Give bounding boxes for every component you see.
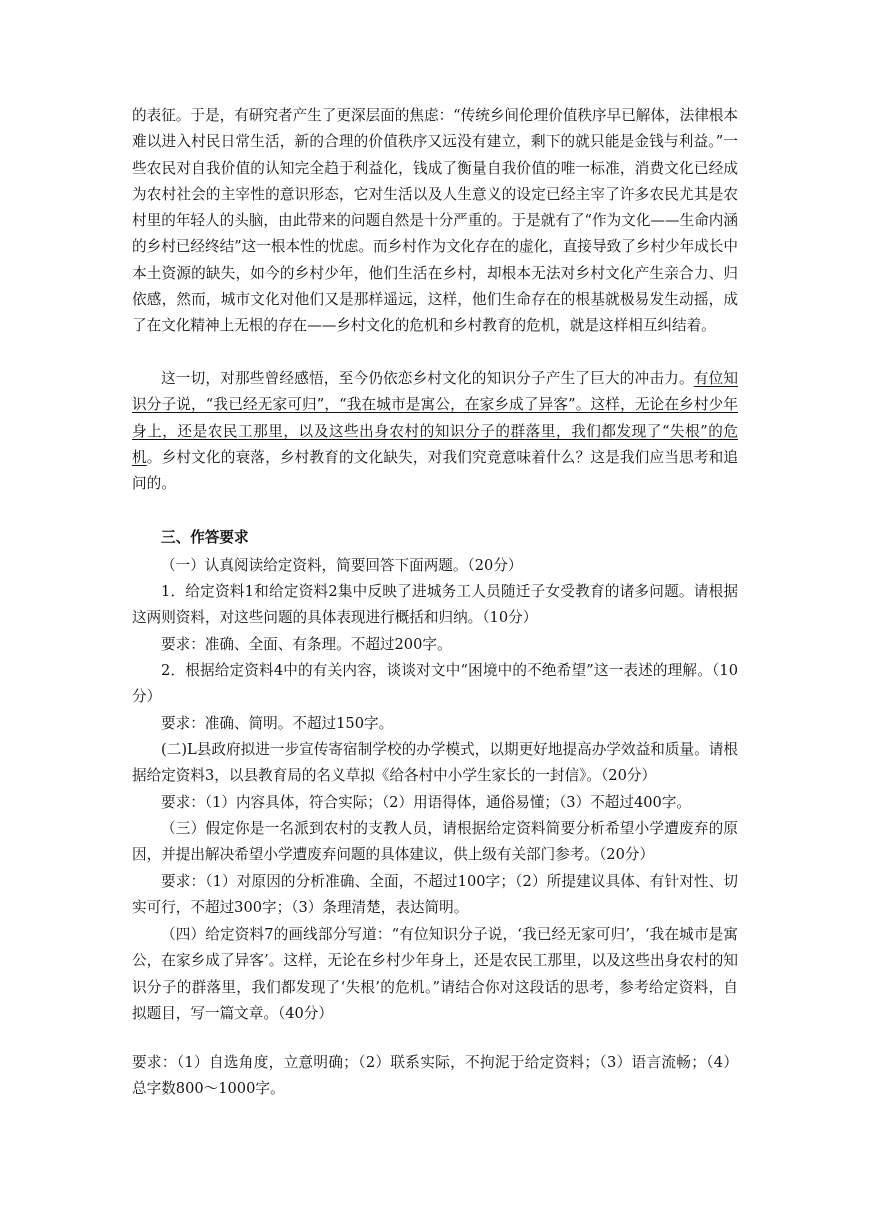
question-1-requirement: 要求：准确、全面、有条理。不超过200字。 <box>161 636 452 653</box>
part2-requirement: 要求：（1）内容具体，符合实际；（2）用语得体，通俗易懂；（3）不超过400字。 <box>161 794 692 811</box>
question-1: 1．给定资料1和给定资料2集中反映了进城务工人员随迁子女受教育的诸多问题。请根据这两则资料，对这些问题的具体表现进行概括和归纳。（10分） <box>132 583 738 627</box>
part4: （四）给定资料7的画线部分写道：“有位知识分子说，‘我已经无家可归’，‘我在城市是寓公，在家乡成了异客’。这样，无论在乡村少年身上，还是农民工那里，以及这些出身农村的知识分子的群落里，我们都发现了‘失根’的危机。”请结合你对这段话的思考，参考给定资料，自拟题目，写一篇文章。（40分） <box>132 926 738 1022</box>
passage-paragraph-2-start: 这一切，对那些曾经感悟，至今仍依恋乡村文化的知识分子产生了巨大的冲击力。 <box>161 370 694 387</box>
part1-intro: （一）认真阅读给定资料，简要回答下面两题。（20分） <box>161 557 523 574</box>
part3-requirement: 要求：（1）对原因的分析准确、全面，不超过100字；（2）所提建议具体、有针对性、切实可行，不超过300字；（3）条理清楚，表达简明。 <box>132 873 738 917</box>
part2: (二)L县政府拟进一步宣传寄宿制学校的办学模式，以期更好地提高办学效益和质量。请根据给定资料3，以县教育局的名义草拟《给各村中小学生家长的一封信》。（20分） <box>132 741 738 785</box>
underlined-quote: 有位知识分子说，“我已经无家可归”，“我在城市是寓公，在家乡成了异客”。这样，无论在乡村少年身上，还是农民工那里，以及这些出身农村的知识分子的群落里，我们都发现了“失根”的危机 <box>132 370 738 466</box>
passage-paragraph-2-end: 。乡村文化的衰落，乡村教育的文化缺失，对我们究竟意味着什么？这是我们应当思考和追问的。 <box>132 448 738 493</box>
passage-paragraph-2 <box>132 366 738 497</box>
part3: （三）假定你是一名派到农村的支教人员，请根据给定资料简要分析希望小学遭废弃的原因，并提出解决希望小学遭废弃问题的具体建议，供上级有关部门参考。（20分） <box>132 820 738 864</box>
part4-requirement: 要求：（1）自选角度，立意明确；（2）联系实际，不拘泥于给定资料；（3）语言流畅；（4）总字数800～1000字。 <box>132 1054 738 1098</box>
question-2-requirement: 要求：准确、简明。不超过150字。 <box>161 715 394 732</box>
passage-paragraph-1: 的表征。于是，有研究者产生了更深层面的焦虑：“传统乡间伦理价值秩序早已解体，法律根本难以进入村民日常生活，新的合理的价值秩序又远没有建立，剩下的就只能是金钱与利益。”一些农民对自我价值的认知完全趋于利益化，钱成了衡量自我价值的唯一标准，消费文化已经成为农村社会的主宰性的意识形态，它对生活以及人生意义的设定已经主宰了许多农民尤其是农村里的年轻人的头脑，由此带来的问题自然是十分严重的。于是就有了“作为文化——生命内涵的乡村已经终结”这一根本性的忧虑。而乡村作为文化存在的虚化，直接导致了乡村少年成长中本土资源的缺失，如今的乡村少年，他们生活在乡村，却根本无法对乡村文化产生亲合力、归依感，然而，城市文化对他们又是那样遥远，这样，他们生命存在的根基就极易发生动摇，成了在文化精神上无根的存在——乡村文化的危机和乡村教育的危机，就是这样相互纠结着。 <box>132 107 738 335</box>
question-2: 2．根据给定资料4中的有关内容，谈谈对文中“困境中的不绝希望”这一表述的理解。（10分） <box>132 662 738 706</box>
section-heading: 三、作答要求 <box>161 529 249 546</box>
